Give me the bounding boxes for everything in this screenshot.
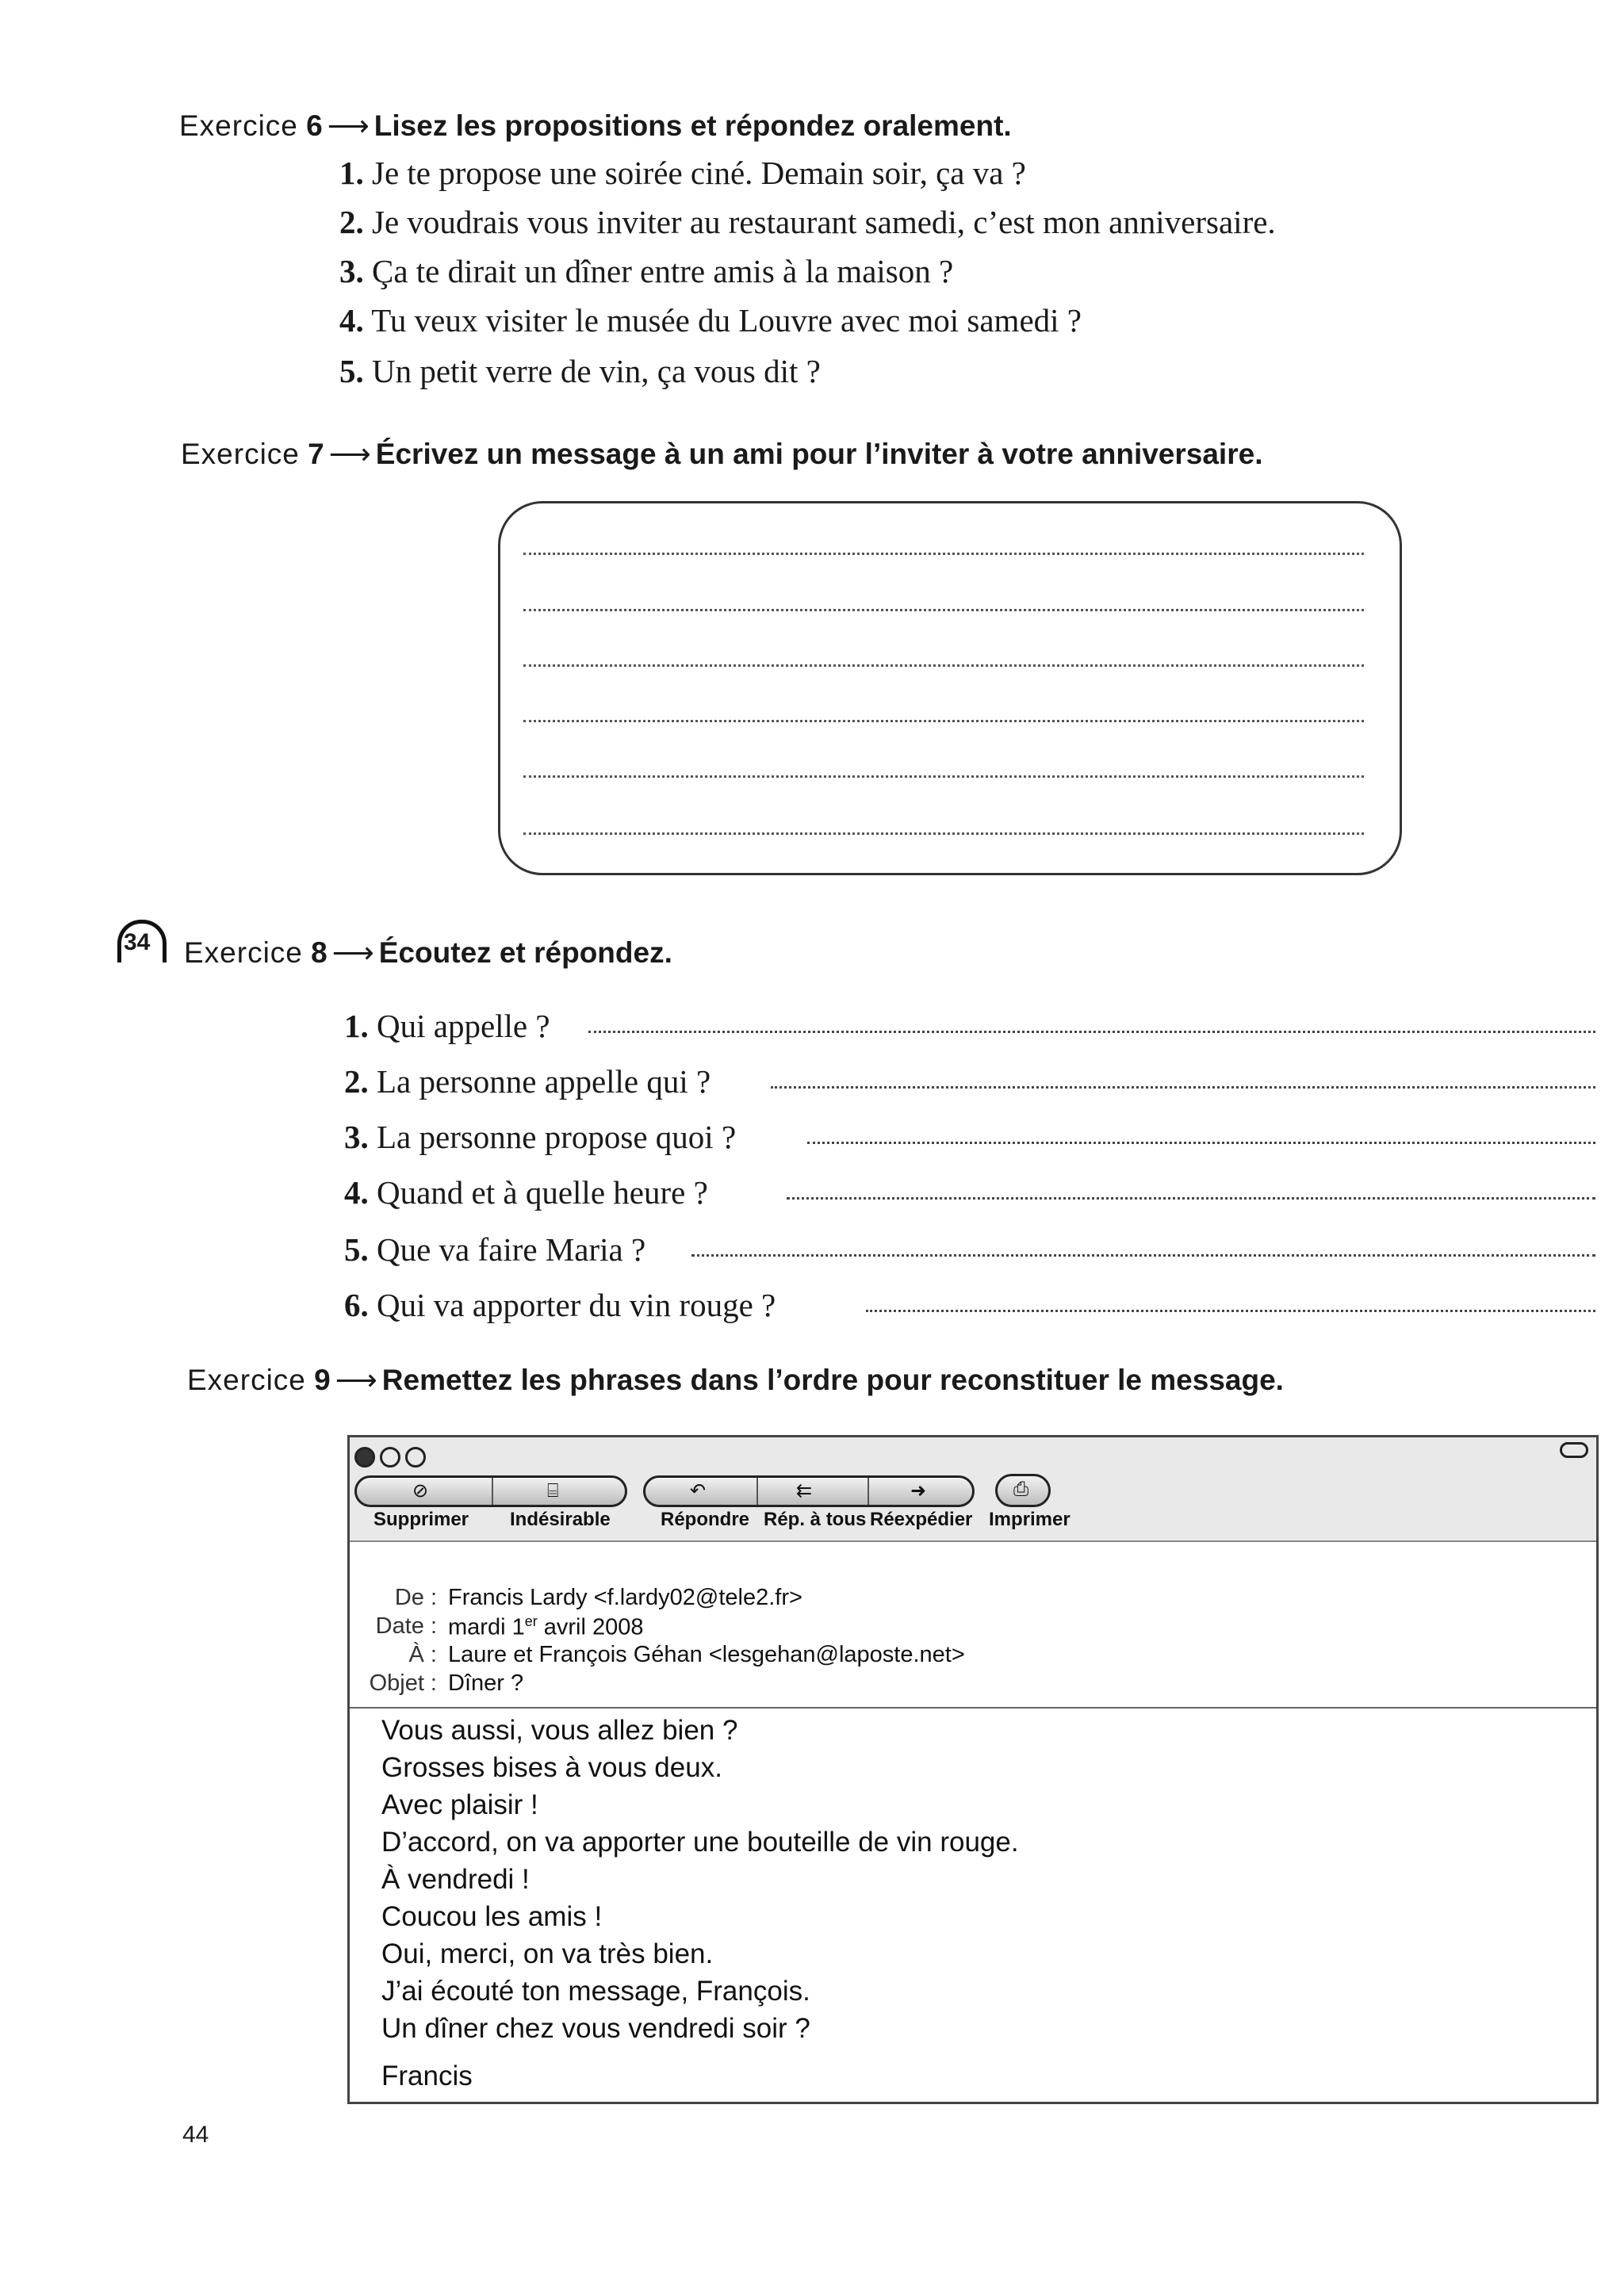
arrow-icon: ⟶ [331,936,374,969]
item-text: La personne appelle qui ? [377,1063,711,1100]
forward-icon[interactable]: ➜ [910,1479,927,1502]
item-text: Un petit verre de vin, ça vous dit ? [372,353,821,389]
message-line: D’accord, on va apporter une bouteille de vin rouge. [381,1827,1019,1858]
date-month-year: avril 2008 [537,1614,644,1640]
date-ordinal: er [524,1613,538,1629]
reply-button-label[interactable]: Répondre [661,1509,750,1530]
header-separator [350,1707,1596,1709]
item-text: Tu veux visiter le musée du Louvre avec moi samedi ? [371,302,1082,339]
message-line: Avec plaisir ! [381,1789,538,1820]
answer-line[interactable] [588,1031,1595,1033]
ex6-item-3 [339,255,953,288]
item-number: 4. [339,302,364,339]
item-text: Qui va apporter du vin rouge ? [377,1287,776,1323]
writing-line[interactable] [523,553,1364,555]
exercise-instruction: Écoutez et répondez. [378,936,672,969]
item-text: Quand et à quelle heure ? [377,1174,708,1211]
print-icon: ⎙ [1013,1478,1029,1500]
ex6-item-5 [339,355,821,388]
to-label: À : [408,1642,437,1667]
exercise-label: Exercice [181,438,300,470]
exercise-label: Exercice [184,936,303,969]
email-toolbar [350,1437,1596,1542]
exercise-label: Exercice [179,109,298,142]
exercise-instruction: Remettez les phrases dans l’ordre pour reconstituer le message. [381,1364,1284,1396]
writing-box [498,501,1402,875]
writing-line[interactable] [523,609,1364,611]
exercise-6-heading [179,111,1012,140]
toolbar-toggle-button[interactable] [1560,1442,1588,1458]
message-line: Coucou les amis ! [381,1901,603,1932]
ex6-item-4 [339,304,1082,337]
ex8-item-5 [344,1231,646,1268]
exercise-8-heading [184,938,672,967]
exercise-number: 9 [314,1364,331,1396]
item-number: 1. [339,155,364,191]
writing-line[interactable] [523,720,1364,722]
ex6-item-2 [339,206,1276,239]
subject-value: Dîner ? [448,1670,524,1696]
print-button-label[interactable]: Imprimer [989,1509,1071,1530]
zoom-window-button[interactable] [405,1447,426,1468]
item-text: Je voudrais vous inviter au restaurant samedi, c’est mon anniversaire. [372,204,1276,240]
ex8-item-6 [344,1289,776,1322]
message-line: Vous aussi, vous allez bien ? [381,1715,738,1746]
junk-icon[interactable]: ⌸ [547,1479,559,1502]
exercise-7-heading [181,439,1262,469]
email-window [347,1435,1599,2104]
reply-all-button-label[interactable]: Rép. à tous [764,1509,867,1530]
message-line: Grosses bises à vous deux. [381,1752,722,1783]
ex8-item-2 [344,1063,711,1100]
message-line: À vendredi ! [381,1864,530,1895]
item-text: Que va faire Maria ? [377,1231,646,1268]
segment-divider [868,1478,869,1505]
item-number: 4. [344,1174,369,1211]
delete-button-label[interactable]: Supprimer [373,1509,469,1530]
minimize-window-button[interactable] [380,1447,400,1468]
ex6-item-1 [339,157,1026,189]
item-text: La personne propose quoi ? [377,1119,737,1155]
exercise-instruction: Lisez les propositions et répondez oralement. [373,109,1012,142]
forward-button-label[interactable]: Réexpédier [870,1509,973,1530]
item-number: 5. [339,353,364,389]
answer-line[interactable] [787,1197,1595,1200]
reply-icon[interactable]: ↶ [690,1479,707,1502]
answer-line[interactable] [807,1142,1595,1144]
item-number: 5. [344,1231,369,1268]
answer-line[interactable] [866,1310,1595,1312]
date-value [448,1613,644,1641]
arrow-icon: ⟶ [327,109,370,142]
exercise-instruction: Écrivez un message à un ami pour l’inviter à votre anniversaire. [375,438,1263,470]
item-number: 3. [344,1119,369,1155]
exercise-number: 8 [311,936,327,969]
segment-divider [756,1478,758,1505]
message-signature: Francis [381,2061,473,2091]
ex8-item-3 [344,1121,736,1154]
item-text: Ça te dirait un dîner entre amis à la maison ? [372,253,954,289]
item-number: 6. [344,1287,369,1323]
segment-divider [492,1478,493,1505]
message-line: Oui, merci, on va très bien. [381,1938,714,1969]
page-number: 44 [182,2122,209,2148]
reply-all-icon[interactable]: ⇇ [796,1479,813,1502]
writing-line[interactable] [523,664,1364,667]
item-number: 2. [344,1063,369,1100]
exercise-label: Exercice [187,1364,306,1396]
item-number: 1. [344,1008,369,1044]
to-value: Laure et François Géhan <lesgehan@laposte.net> [448,1642,965,1667]
ex8-item-1 [344,1010,550,1043]
ex8-item-4 [344,1174,708,1211]
answer-line[interactable] [771,1086,1595,1089]
audio-track-badge [114,920,171,966]
message-line: Un dîner chez vous vendredi soir ? [381,2013,810,2044]
item-text: Je te propose une soirée ciné. Demain soir, ça va ? [372,155,1026,191]
reply-button-group [643,1475,975,1507]
exercise-number: 6 [306,109,323,142]
exercise-number: 7 [308,438,324,470]
message-line: J’ai écouté ton message, François. [381,1976,810,2007]
print-button[interactable] [995,1474,1051,1507]
exercise-9-heading [187,1365,1284,1395]
item-number: 3. [339,253,364,289]
answer-line[interactable] [691,1254,1595,1257]
from-label: De : [394,1585,437,1610]
writing-line[interactable] [523,832,1364,835]
writing-line[interactable] [523,775,1364,778]
junk-button-label[interactable]: Indésirable [510,1509,611,1530]
track-number: 34 [124,929,151,955]
item-number: 2. [339,204,364,240]
close-window-button[interactable] [354,1447,375,1468]
item-text: Qui appelle ? [377,1008,550,1044]
arrow-icon: ⟶ [328,438,371,470]
date-label: Date : [375,1613,437,1639]
date-day: mardi 1 [448,1614,525,1640]
subject-label: Objet : [369,1670,437,1696]
delete-icon[interactable]: ⊘ [412,1479,429,1502]
from-value: Francis Lardy <f.lardy02@tele2.fr> [448,1585,802,1610]
delete-junk-button-group [354,1475,627,1507]
arrow-icon: ⟶ [335,1364,377,1396]
